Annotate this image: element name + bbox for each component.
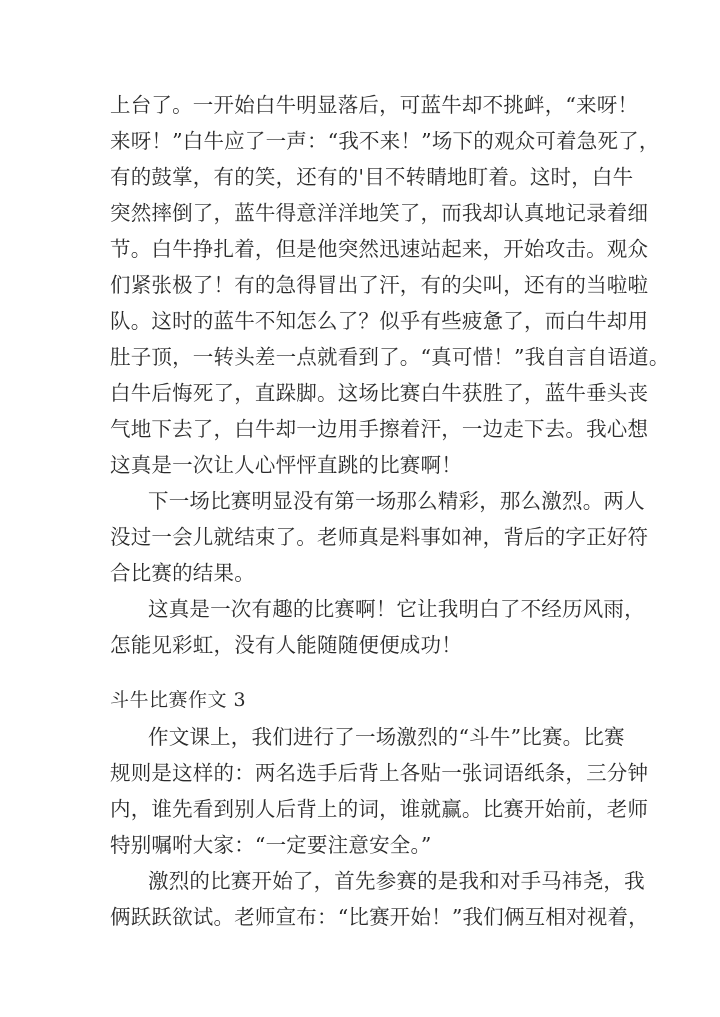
- text-line: 作文课上，我们进行了一场激烈的“斗牛”比赛。比赛: [148, 725, 625, 749]
- text-line: 肚子顶，一转头差一点就看到了。“真可惜！”我自言自语道。: [110, 345, 670, 369]
- text-line: 突然摔倒了，蓝牛得意洋洋地笑了，而我却认真地记录着细: [110, 201, 649, 225]
- text-line: 队。这时的蓝牛不知怎么了？似乎有些疲惫了，而白牛却用: [110, 309, 649, 333]
- text-line: 气地下去了，白牛却一边用手擦着汗，一边走下去。我心想: [110, 417, 649, 441]
- text-line: 节。白牛挣扎着，但是他突然迅速站起来，开始攻击。观众: [110, 237, 649, 261]
- text-line: 内，谁先看到别人后背上的词，谁就赢。比赛开始前，老师: [110, 797, 649, 821]
- text-line: 没过一会儿就结束了。老师真是料事如神，背后的字正好符: [110, 525, 649, 549]
- text-line: 上台了。一开始白牛明显落后，可蓝牛却不挑衅，“来呀！: [110, 93, 639, 117]
- text-line: 这真是一次有趣的比赛啊！它让我明白了不经历风雨，: [148, 597, 645, 621]
- text-line: 们紧张极了！有的急得冒出了汗，有的尖叫，还有的当啦啦: [110, 273, 649, 297]
- text-line: 俩跃跃欲试。老师宣布：“比赛开始！”我们俩互相对视着，: [110, 905, 649, 929]
- text-line: 白牛后悔死了，直跺脚。这场比赛白牛获胜了，蓝牛垂头丧: [110, 381, 649, 405]
- text-line: 怎能见彩虹，没有人能随随便便成功！: [110, 633, 462, 657]
- text-line: 特别嘱咐大家：“一定要注意安全。”: [110, 833, 432, 857]
- text-line: 规则是这样的：两名选手后背上各贴一张词语纸条，三分钟: [110, 761, 649, 785]
- text-line: 这真是一次让人心怦怦直跳的比赛啊！: [110, 453, 462, 477]
- section-heading: 斗牛比赛作文 3: [110, 689, 247, 711]
- text-line: 下一场比赛明显没有第一场那么精彩，那么激烈。两人: [148, 489, 645, 513]
- text-line: 激烈的比赛开始了，首先参赛的是我和对手马祎尧，我: [148, 869, 645, 893]
- text-line: 合比赛的结果。: [110, 561, 255, 585]
- text-line: 来呀！”白牛应了一声：“我不来！”场下的观众可着急死了，: [110, 129, 660, 153]
- text-line: 有的鼓掌，有的笑，还有的'目不转睛地盯着。这时，白牛: [110, 165, 634, 189]
